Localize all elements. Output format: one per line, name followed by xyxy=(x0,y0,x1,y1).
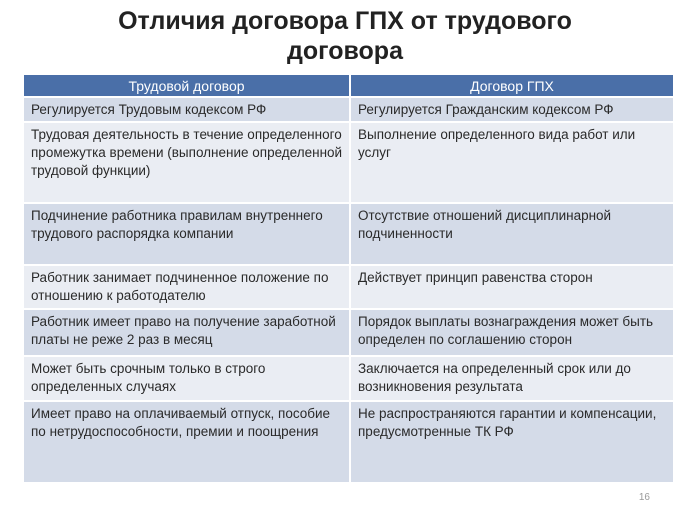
labor-contract-cell: Работник занимает подчиненное положение по отношению к работодателю xyxy=(24,265,350,309)
gph-contract-cell: Действует принцип равенства сторон xyxy=(350,265,674,309)
table-row xyxy=(24,97,674,122)
labor-contract-cell: Регулируется Трудовым кодексом РФ xyxy=(24,97,350,122)
slide-title-line-2: договора xyxy=(287,37,403,65)
labor-contract-cell: Подчинение работника правилам внутреннего трудового распорядка компании xyxy=(24,203,350,265)
labor-contract-cell: Трудовая деятельность в течение определенного промежутка времени (выполнение определенной трудовой функции) xyxy=(24,122,350,203)
slide-title xyxy=(0,6,690,66)
comparison-table xyxy=(24,75,675,484)
table-row xyxy=(24,401,674,483)
table-header-row xyxy=(24,75,674,97)
labor-contract-cell: Работник имеет право на получение заработной платы не реже 2 раз в месяц xyxy=(24,309,350,356)
gph-contract-cell: Отсутствие отношений дисциплинарной подчиненности xyxy=(350,203,674,265)
header-gph-contract: Договор ГПХ xyxy=(350,75,674,97)
table-row xyxy=(24,309,674,356)
slide-title-line-1: Отличия договора ГПХ от трудового xyxy=(118,7,572,35)
labor-contract-cell: Имеет право на оплачиваемый отпуск, пособие по нетрудоспособности, премии и поощрения xyxy=(24,401,350,483)
table-row xyxy=(24,203,674,265)
table-row xyxy=(24,356,674,401)
page-number: 16 xyxy=(638,492,650,503)
gph-contract-cell: Регулируется Гражданским кодексом РФ xyxy=(350,97,674,122)
gph-contract-cell: Выполнение определенного вида работ или услуг xyxy=(350,122,674,203)
gph-contract-cell: Порядок выплаты вознаграждения может быть определен по соглашению сторон xyxy=(350,309,674,356)
table-row xyxy=(24,265,674,309)
gph-contract-cell: Заключается на определенный срок или до возникновения результата xyxy=(350,356,674,401)
table-row xyxy=(24,122,674,203)
labor-contract-cell: Может быть срочным только в строго определенных случаях xyxy=(24,356,350,401)
header-labor-contract: Трудовой договор xyxy=(24,75,350,97)
gph-contract-cell: Не распространяются гарантии и компенсации, предусмотренные ТК РФ xyxy=(350,401,674,483)
